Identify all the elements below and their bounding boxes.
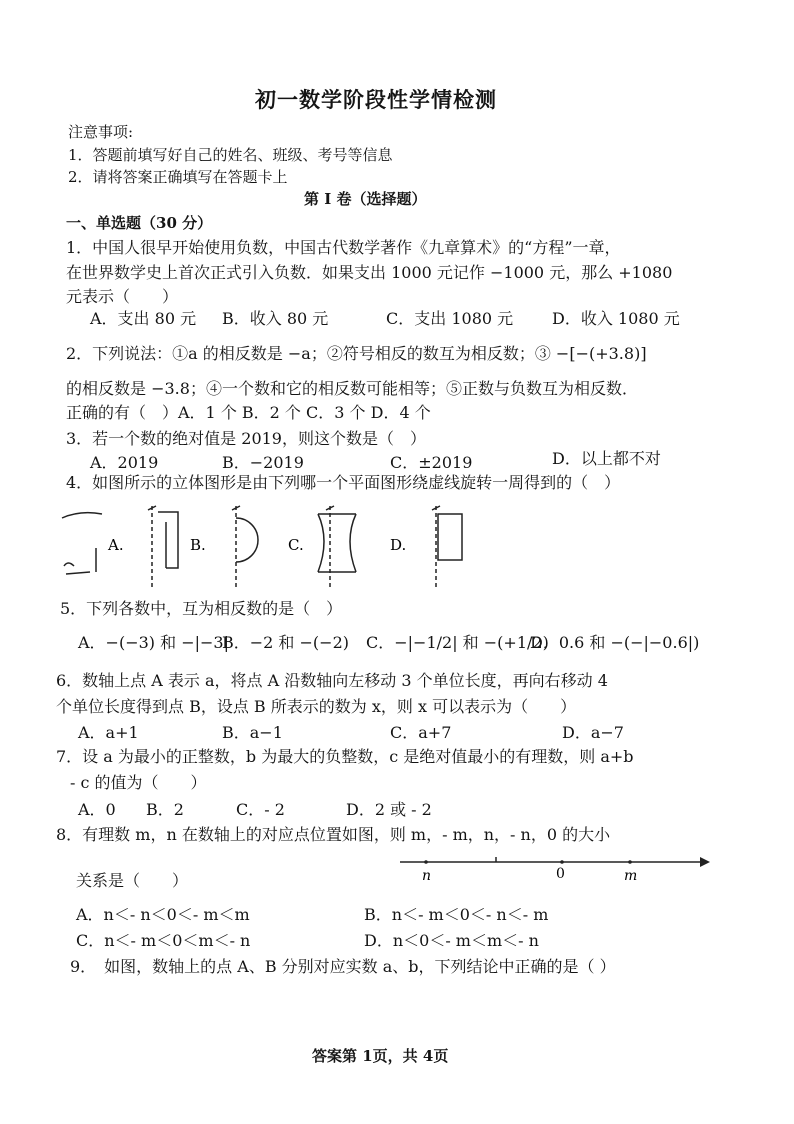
q4-shape-b [232,506,258,588]
q2-line-3: 正确的有（ ）A．1 个 B．2 个 C．3 个 D．4 个 [66,403,431,422]
q5-line-1: 5．下列各数中，互为相反数的是（ ） [60,599,343,618]
q3-option-c: C．±2019 [390,453,473,472]
q1-option-d: D．收入 1080 元 [552,309,680,328]
q1-option-b: B．收入 80 元 [222,309,329,328]
q8-line-2: 关系是（ ） [76,871,189,890]
notice-heading: 注意事项: [68,123,134,141]
q8-option-b: B．n＜- m＜0＜- n＜- m [364,905,549,924]
q7-option-b: B．2 [146,800,184,819]
q7-option-d: D．2 或 - 2 [346,800,432,819]
q1-line-2: 在世界数学史上首次正式引入负数．如果支出 1000 元记作 −1000 元，那么 +1080 [66,263,673,282]
q8-number-line [396,848,712,884]
page-footer: 答案第 1页，共 4页 [312,1047,449,1065]
q8-label-0: 0 [556,866,565,882]
q1-option-c: C．支出 1080 元 [386,309,514,328]
q2-line-1: 2．下列说法：①a 的相反数是 −a；②符号相反的数互为相反数；③ −[−(+3.8)] [66,344,647,363]
q3-option-a: A．2019 [90,453,159,472]
q6-line-2: 个单位长度得到点 B，设点 B 所表示的数为 x，则 x 可以表示为（ ） [56,697,577,716]
q4-option-b: B. [190,536,206,554]
q3-option-b: B．−2019 [222,453,304,472]
q4-line-1: 4．如图所示的立体图形是由下列哪一个平面图形绕虚线旋转一周得到的（ ） [66,473,621,492]
q4-option-c: C. [288,536,304,554]
notice-item-1: 1．答题前填写好自己的姓名、班级、考号等信息 [68,146,393,164]
q4-figure [60,500,480,592]
q8-option-d: D．n＜0＜- m＜m＜- n [364,931,539,950]
q7-line-2: - c 的值为（ ） [70,773,207,792]
q8-point-n [424,860,428,864]
q7-option-a: A．0 [78,800,116,819]
q2-line-2: 的相反数是 −3.8；④一个数和它的相反数可能相等；⑤正数与负数互为相反数． [66,379,638,398]
q4-option-d: D. [390,536,407,554]
notice-item-2: 2．请将答案正确填写在答题卡上 [68,168,288,186]
q4-option-a: A. [108,536,124,554]
q1-line-1: 1．中国人很早开始使用负数，中国古代数学著作《九章算术》的“方程”一章， [66,238,621,257]
q7-option-c: C．- 2 [236,800,285,819]
q5-option-a: A．−(−3) 和 −|−3| [78,633,229,652]
q8-point-0 [560,860,564,864]
q9-line-1: 9． 如图，数轴上的点 A、B 分别对应实数 a、b，下列结论中正确的是（ ） [70,957,616,976]
q8-option-c: C．n＜- m＜0＜m＜- n [76,931,251,950]
q6-option-d: D．a−7 [562,723,624,742]
part-title: 第 I 卷（选择题） [304,190,427,208]
q3-option-d: D．以上都不对 [552,449,661,468]
q5-option-c: C．−|−1/2| 和 −(+1/2) [366,633,549,652]
q8-label-m: m [624,868,638,884]
q8-point-m [628,860,632,864]
section-heading: 一、单选题（30 分） [66,214,213,232]
q4-solid-sketch [62,513,102,574]
q4-shape-c [318,506,356,588]
page-title: 初一数学阶段性学情检测 [255,87,497,112]
q6-option-c: C．a+7 [390,723,452,742]
q7-line-1: 7．设 a 为最小的正整数，b 为最大的负整数，c 是绝对值最小的有理数，则 a+b [56,747,634,766]
q3-line-1: 3．若一个数的绝对值是 2019，则这个数是（ ） [66,429,426,448]
q8-option-a: A．n＜- n＜0＜- m＜m [76,905,250,924]
q8-label-n: n [422,868,432,884]
q6-line-1: 6．数轴上点 A 表示 a，将点 A 沿数轴向左移动 3 个单位长度，再向右移动 4 [56,671,608,690]
q1-line-3: 元表示（ ） [66,287,179,306]
q5-option-d: D．0.6 和 −(−|−0.6|) [530,633,700,652]
q8-line-1: 8．有理数 m，n 在数轴上的对应点位置如图，则 m，- m，n，- n，0 的大小 [56,825,611,844]
q4-shape-d [432,506,462,588]
q5-option-b: B．−2 和 −(−2) [222,633,349,652]
q4-shape-a [148,506,178,588]
q1-option-a: A．支出 80 元 [90,309,197,328]
q6-option-a: A．a+1 [78,723,139,742]
q6-option-b: B．a−1 [222,723,283,742]
